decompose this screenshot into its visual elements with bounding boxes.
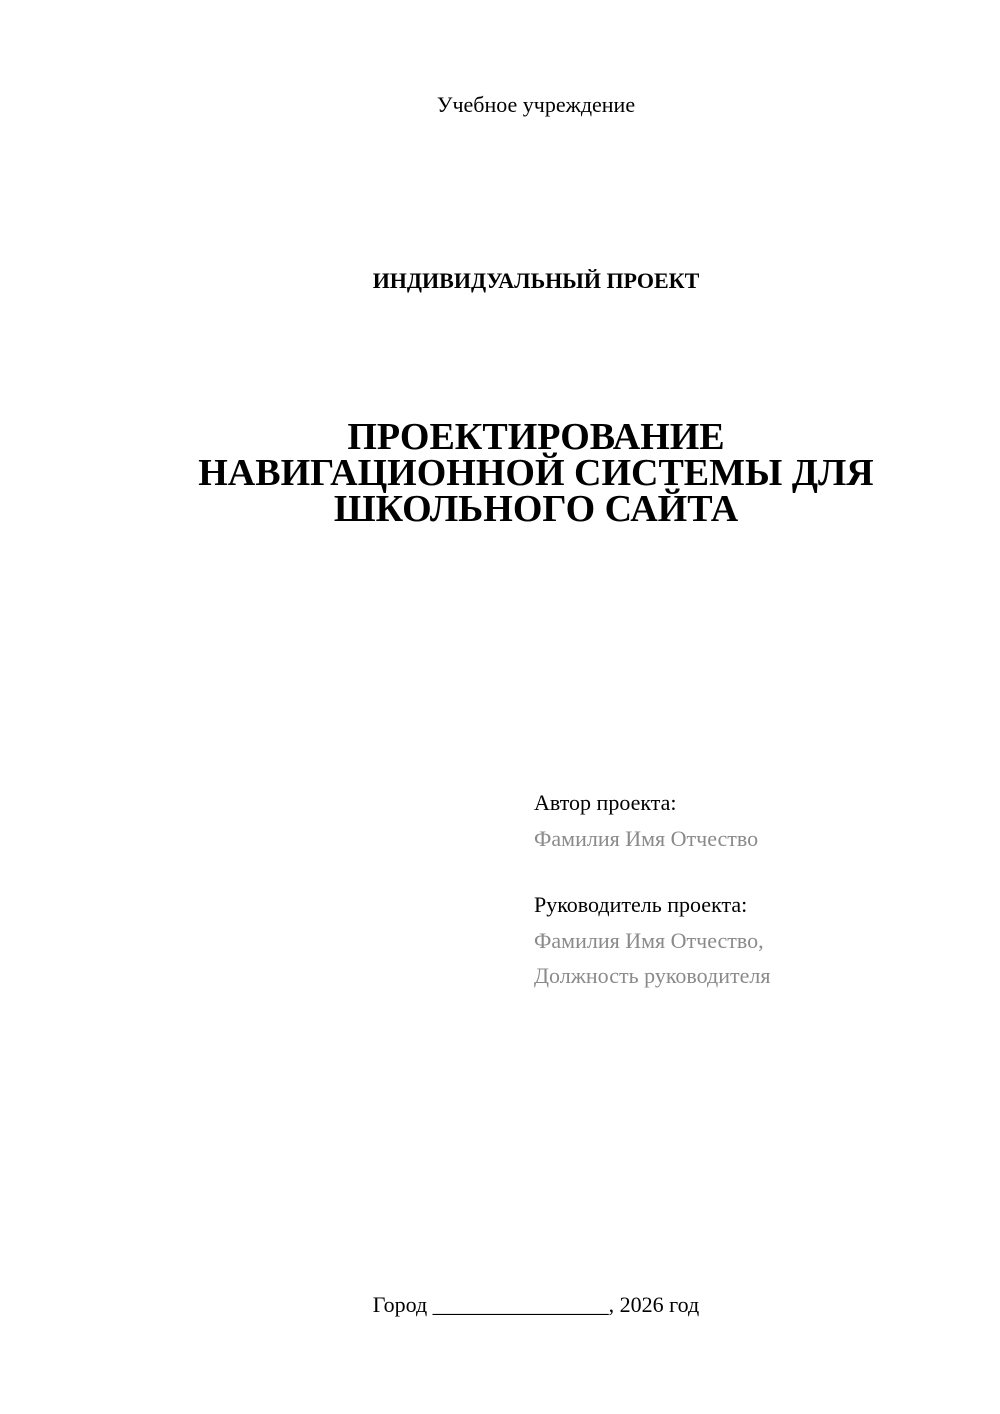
author-name: Фамилия Имя Отчество xyxy=(534,826,759,851)
project-title-line: ПРОЕКТИРОВАНИЕ xyxy=(347,416,725,458)
supervisor-position: Должность руководителя xyxy=(534,963,771,988)
supervisor-label: Руководитель проекта: xyxy=(534,892,748,917)
city-year-line: Город ________________, 2026 год xyxy=(372,1292,700,1317)
project-title-line: НАВИГАЦИОННОЙ СИСТЕМЫ ДЛЯ xyxy=(198,452,874,494)
project-type-heading: ИНДИВИДУАЛЬНЫЙ ПРОЕКТ xyxy=(372,268,700,293)
project-title xyxy=(100,416,972,530)
supervisor-block xyxy=(534,890,974,993)
institution-name: Учебное учреждение xyxy=(436,92,636,117)
author-block xyxy=(534,788,974,856)
supervisor-name: Фамилия Имя Отчество, xyxy=(534,928,764,953)
author-label: Автор проекта: xyxy=(534,790,677,815)
project-title-line: ШКОЛЬНОГО САЙТА xyxy=(333,488,739,530)
credits-block xyxy=(534,788,974,1027)
